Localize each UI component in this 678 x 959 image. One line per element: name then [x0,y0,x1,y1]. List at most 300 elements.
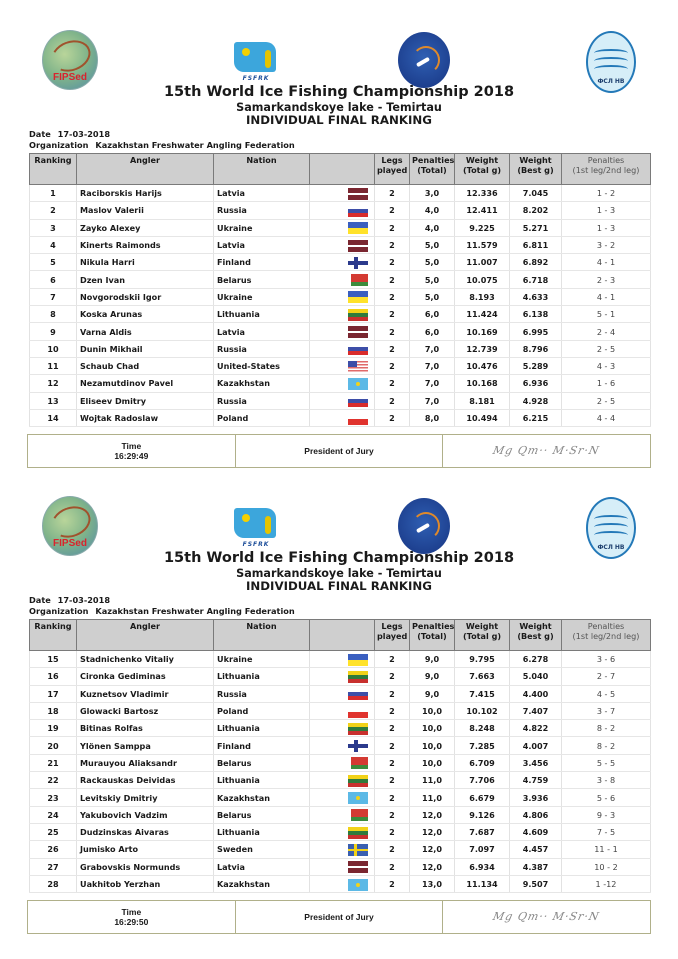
cell-legs: 2 [375,651,410,668]
cell-flag [310,375,375,392]
cell-legs: 2 [375,340,410,357]
cell-weight-best: 4.759 [510,772,562,789]
cell-angler: Eliseev Dmitry [77,392,214,409]
cell-pen-legs: 5 - 1 [562,306,651,323]
cell-weight-best: 8.796 [510,340,562,357]
cell-angler: Stadnichenko Vitaliy [77,651,214,668]
cell-flag [310,288,375,305]
cell-angler: Glowacki Bartosz [77,702,214,719]
cell-nation: Latvia [214,236,310,253]
cell-weight-best: 4.400 [510,685,562,702]
time-value: 16:29:50 [114,917,149,927]
cell-pen-legs: 1 - 3 [562,219,651,236]
flag-kazakhstan-icon [348,378,368,390]
organization-value: Kazakhstan Freshwater Angling Federation [95,140,295,150]
flag-lithuania-icon [348,309,368,321]
flag-poland-icon [348,413,368,425]
table-row [30,254,651,271]
cell-nation: Russia [214,685,310,702]
cell-rank: 19 [30,720,77,737]
fsh-logo: ФСЛ НВ [586,497,636,559]
cell-weight-best: 6.138 [510,306,562,323]
cell-legs: 2 [375,202,410,219]
cell-angler: Dudzinskas Aivaras [77,823,214,840]
organization-label: Organization [29,140,89,150]
cell-flag [310,323,375,340]
cell-angler: Levitskiy Dmitriy [77,789,214,806]
cell-flag [310,685,375,702]
cell-weight-total: 6.679 [455,789,510,806]
cell-pen-total: 13,0 [410,875,455,892]
cell-legs: 2 [375,806,410,823]
ranking-table [29,619,651,893]
table-row [30,357,651,374]
cell-weight-total: 10.169 [455,323,510,340]
cell-flag [310,668,375,685]
cell-nation: Belarus [214,754,310,771]
col-nation: Nation [214,620,310,651]
cell-rank: 15 [30,651,77,668]
cell-rank: 2 [30,202,77,219]
cell-legs: 2 [375,685,410,702]
cell-nation: United-States [214,357,310,374]
cell-flag [310,772,375,789]
table-row [30,806,651,823]
cell-nation: Belarus [214,806,310,823]
championship-title: 15th World Ice Fishing Championship 2018 [163,550,515,566]
cell-pen-legs: 11 - 1 [562,841,651,858]
cell-pen-total: 7,0 [410,392,455,409]
time-box [28,901,236,933]
cell-pen-legs: 10 - 2 [562,858,651,875]
cell-legs: 2 [375,789,410,806]
cell-weight-total: 11.007 [455,254,510,271]
col-weight-total: Weight (Total g) [455,154,510,185]
cell-flag [310,702,375,719]
cell-rank: 26 [30,841,77,858]
flag-finland-icon [348,740,368,752]
cell-pen-legs: 1 -12 [562,875,651,892]
table-row [30,789,651,806]
cell-legs: 2 [375,254,410,271]
cell-weight-total: 7.415 [455,685,510,702]
cell-rank: 20 [30,737,77,754]
flag-ukraine-icon [348,291,368,303]
cell-rank: 5 [30,254,77,271]
cell-rank: 6 [30,271,77,288]
location-subtitle: Samarkandskoye lake - Temirtau [236,567,442,580]
cell-legs: 2 [375,306,410,323]
cell-pen-legs: 1 - 3 [562,202,651,219]
cell-pen-total: 12,0 [410,806,455,823]
cell-pen-total: 11,0 [410,789,455,806]
cell-pen-legs: 4 - 1 [562,288,651,305]
table-row [30,185,651,202]
cell-legs: 2 [375,288,410,305]
cell-angler: Dzen Ivan [77,271,214,288]
cell-rank: 11 [30,357,77,374]
cell-legs: 2 [375,823,410,840]
cell-legs: 2 [375,875,410,892]
table-row [30,219,651,236]
flag-latvia-icon [348,861,368,873]
jury-footer [27,900,651,934]
flag-lithuania-icon [348,775,368,787]
flag-kazakhstan-icon [348,879,368,891]
cell-nation: Belarus [214,271,310,288]
cell-nation: Latvia [214,185,310,202]
cell-legs: 2 [375,772,410,789]
cell-weight-best: 4.457 [510,841,562,858]
cell-weight-best: 6.995 [510,323,562,340]
flag-latvia-icon [348,188,368,200]
flag-belarus-icon [348,809,368,821]
cell-legs: 2 [375,737,410,754]
cell-pen-total: 6,0 [410,306,455,323]
cell-weight-total: 7.706 [455,772,510,789]
cell-flag [310,720,375,737]
cell-angler: Ylönen Samppa [77,737,214,754]
table-row [30,651,651,668]
table-row [30,841,651,858]
cell-legs: 2 [375,219,410,236]
flag-sweden-icon [348,844,368,856]
table-row [30,720,651,737]
cell-rank: 18 [30,702,77,719]
date-line [29,595,110,605]
cell-rank: 25 [30,823,77,840]
cell-pen-legs: 7 - 5 [562,823,651,840]
date-label: Date [29,129,51,139]
date-label: Date [29,595,51,605]
cell-weight-total: 8.181 [455,392,510,409]
flag-kazakhstan-icon [348,792,368,804]
col-ranking: Ranking [30,620,77,651]
cell-angler: Kuznetsov Vladimir [77,685,214,702]
cell-rank: 16 [30,668,77,685]
cell-pen-total: 5,0 [410,236,455,253]
flag-usa-icon [348,361,368,373]
cell-flag [310,185,375,202]
cell-weight-total: 6.709 [455,754,510,771]
cell-weight-total: 8.193 [455,288,510,305]
cell-pen-total: 3,0 [410,185,455,202]
cell-flag [310,823,375,840]
flag-finland-icon [348,257,368,269]
cell-nation: Lithuania [214,720,310,737]
table-header-row [30,620,651,651]
table-header-row [30,154,651,185]
table-row [30,858,651,875]
cell-angler: Kinerts Raimonds [77,236,214,253]
cell-weight-best: 6.278 [510,651,562,668]
cell-angler: Yakubovich Vadzim [77,806,214,823]
cell-angler: Maslov Valerii [77,202,214,219]
cell-weight-total: 7.687 [455,823,510,840]
cell-weight-best: 5.289 [510,357,562,374]
flag-russia-icon [348,688,368,700]
cell-flag [310,737,375,754]
cell-pen-total: 4,0 [410,219,455,236]
flag-latvia-icon [348,240,368,252]
championship-title: 15th World Ice Fishing Championship 2018 [163,84,515,100]
col-legs-played: Legs played [375,620,410,651]
cell-nation: Poland [214,702,310,719]
cell-flag [310,875,375,892]
cell-weight-total: 12.411 [455,202,510,219]
cell-flag [310,254,375,271]
cell-weight-total: 9.795 [455,651,510,668]
flag-belarus-icon [348,757,368,769]
table-row [30,754,651,771]
cell-weight-total: 12.739 [455,340,510,357]
col-ranking: Ranking [30,154,77,185]
fsfrk-logo: FSFRK [234,508,278,544]
flag-ukraine-icon [348,222,368,234]
cell-weight-best: 7.407 [510,702,562,719]
cell-angler: Dunin Mikhail [77,340,214,357]
col-flag [310,620,375,651]
cell-rank: 21 [30,754,77,771]
cell-pen-total: 10,0 [410,737,455,754]
cell-weight-total: 7.285 [455,737,510,754]
cell-legs: 2 [375,858,410,875]
table-row [30,323,651,340]
date-value: 17-03-2018 [57,129,111,139]
cell-weight-best: 6.936 [510,375,562,392]
signature-box [443,901,650,933]
cell-legs: 2 [375,409,410,426]
cell-flag [310,357,375,374]
cell-nation: Latvia [214,858,310,875]
cell-weight-best: 4.387 [510,858,562,875]
cell-pen-total: 12,0 [410,858,455,875]
cell-angler: Schaub Chad [77,357,214,374]
cell-weight-best: 4.822 [510,720,562,737]
cell-weight-total: 7.097 [455,841,510,858]
cell-angler: Raciborskis Harijs [77,185,214,202]
cell-weight-best: 6.811 [510,236,562,253]
cell-weight-total: 10.494 [455,409,510,426]
col-weight-total: Weight (Total g) [455,620,510,651]
table-row [30,288,651,305]
col-penalties-legs: Penalties (1st leg/2nd leg) [562,154,651,185]
col-weight-best: Weight (Best g) [510,154,562,185]
col-angler: Angler [77,620,214,651]
cell-nation: Ukraine [214,651,310,668]
cell-angler: Grabovskis Normunds [77,858,214,875]
cell-nation: Lithuania [214,823,310,840]
cell-legs: 2 [375,375,410,392]
cell-rank: 23 [30,789,77,806]
cell-nation: Kazakhstan [214,875,310,892]
table-row [30,685,651,702]
cell-rank: 10 [30,340,77,357]
location-subtitle: Samarkandskoye lake - Temirtau [236,101,442,114]
cell-flag [310,271,375,288]
cell-pen-legs: 4 - 1 [562,254,651,271]
cell-flag [310,754,375,771]
cell-pen-legs: 3 - 6 [562,651,651,668]
table-row [30,392,651,409]
col-weight-best: Weight (Best g) [510,620,562,651]
cell-nation: Lithuania [214,306,310,323]
president-box [236,435,444,467]
flag-russia-icon [348,395,368,407]
cell-legs: 2 [375,271,410,288]
cell-flag [310,841,375,858]
cell-weight-total: 11.134 [455,875,510,892]
col-penalties-legs: Penalties (1st leg/2nd leg) [562,620,651,651]
signature: Mg Qm·· M·Sr·N [492,444,602,458]
table-row [30,702,651,719]
cell-pen-legs: 3 - 7 [562,702,651,719]
table-row [30,772,651,789]
president-box [236,901,444,933]
cell-pen-total: 9,0 [410,668,455,685]
cell-pen-total: 4,0 [410,202,455,219]
cell-pen-total: 10,0 [410,754,455,771]
table-row [30,668,651,685]
cell-weight-total: 6.934 [455,858,510,875]
cell-angler: Murauyou Aliaksandr [77,754,214,771]
cell-pen-total: 9,0 [410,651,455,668]
cell-legs: 2 [375,185,410,202]
cell-weight-best: 6.215 [510,409,562,426]
organization-line [29,606,295,616]
cell-weight-total: 11.424 [455,306,510,323]
cell-pen-total: 7,0 [410,340,455,357]
cell-nation: Finland [214,254,310,271]
cell-nation: Ukraine [214,219,310,236]
cell-angler: Novgorodskii Igor [77,288,214,305]
world-championship-logo [398,498,450,554]
cell-pen-legs: 2 - 5 [562,340,651,357]
cell-pen-total: 7,0 [410,375,455,392]
table-row [30,306,651,323]
cell-nation: Kazakhstan [214,375,310,392]
cell-flag [310,409,375,426]
fsh-logo: ФСЛ НВ [586,31,636,93]
cell-rank: 17 [30,685,77,702]
cell-pen-total: 5,0 [410,254,455,271]
col-penalties-total: Penalties (Total) [410,620,455,651]
cell-weight-best: 7.045 [510,185,562,202]
cell-weight-total: 10.075 [455,271,510,288]
cell-weight-total: 10.102 [455,702,510,719]
cell-pen-legs: 3 - 2 [562,236,651,253]
cell-angler: Rackauskas Deividas [77,772,214,789]
cell-legs: 2 [375,236,410,253]
cell-pen-total: 5,0 [410,271,455,288]
cell-flag [310,392,375,409]
date-line [29,129,110,139]
cell-pen-legs: 2 - 3 [562,271,651,288]
cell-weight-total: 9.225 [455,219,510,236]
col-nation: Nation [214,154,310,185]
cell-rank: 12 [30,375,77,392]
flag-lithuania-icon [348,723,368,735]
cell-pen-legs: 2 - 4 [562,323,651,340]
table-row [30,271,651,288]
table-row [30,737,651,754]
cell-angler: Cironka Gediminas [77,668,214,685]
cell-pen-total: 6,0 [410,323,455,340]
cell-rank: 7 [30,288,77,305]
flag-russia-icon [348,205,368,217]
cell-weight-best: 5.271 [510,219,562,236]
cell-rank: 14 [30,409,77,426]
signature-box [443,435,650,467]
col-legs-played: Legs played [375,154,410,185]
cell-pen-total: 11,0 [410,772,455,789]
fsfrk-logo: FSFRK [234,42,278,78]
cell-angler: Wojtak Radoslaw [77,409,214,426]
table-row [30,823,651,840]
cell-nation: Russia [214,340,310,357]
flag-lithuania-icon [348,671,368,683]
organization-line [29,140,295,150]
cell-nation: Latvia [214,323,310,340]
cell-pen-legs: 2 - 7 [562,668,651,685]
flag-poland-icon [348,706,368,718]
cell-rank: 28 [30,875,77,892]
cell-angler: Bitinas Rolfas [77,720,214,737]
cell-pen-total: 5,0 [410,288,455,305]
cell-nation: Russia [214,392,310,409]
cell-rank: 24 [30,806,77,823]
cell-pen-legs: 2 - 5 [562,392,651,409]
cell-legs: 2 [375,702,410,719]
cell-weight-best: 5.040 [510,668,562,685]
time-value: 16:29:49 [114,451,149,461]
cell-pen-total: 12,0 [410,823,455,840]
jury-footer [27,434,651,468]
cell-pen-legs: 4 - 5 [562,685,651,702]
cell-legs: 2 [375,357,410,374]
cell-nation: Sweden [214,841,310,858]
cell-nation: Russia [214,202,310,219]
table-row [30,340,651,357]
cell-pen-legs: 1 - 6 [562,375,651,392]
cell-weight-total: 10.476 [455,357,510,374]
cell-pen-legs: 5 - 5 [562,754,651,771]
table-row [30,236,651,253]
cell-nation: Poland [214,409,310,426]
cell-pen-legs: 5 - 6 [562,789,651,806]
cell-angler: Jumisko Arto [77,841,214,858]
cell-angler: Nikula Harri [77,254,214,271]
col-flag [310,154,375,185]
cell-weight-best: 4.928 [510,392,562,409]
date-value: 17-03-2018 [57,595,111,605]
cell-weight-total: 12.336 [455,185,510,202]
cell-weight-total: 11.579 [455,236,510,253]
col-angler: Angler [77,154,214,185]
cell-legs: 2 [375,754,410,771]
ranking-table [29,153,651,427]
cell-legs: 2 [375,720,410,737]
cell-weight-best: 8.202 [510,202,562,219]
table-row [30,409,651,426]
flag-belarus-icon [348,274,368,286]
table-row [30,202,651,219]
cell-angler: Varna Aldis [77,323,214,340]
cell-rank: 4 [30,236,77,253]
cell-flag [310,651,375,668]
flag-latvia-icon [348,326,368,338]
flag-lithuania-icon [348,827,368,839]
